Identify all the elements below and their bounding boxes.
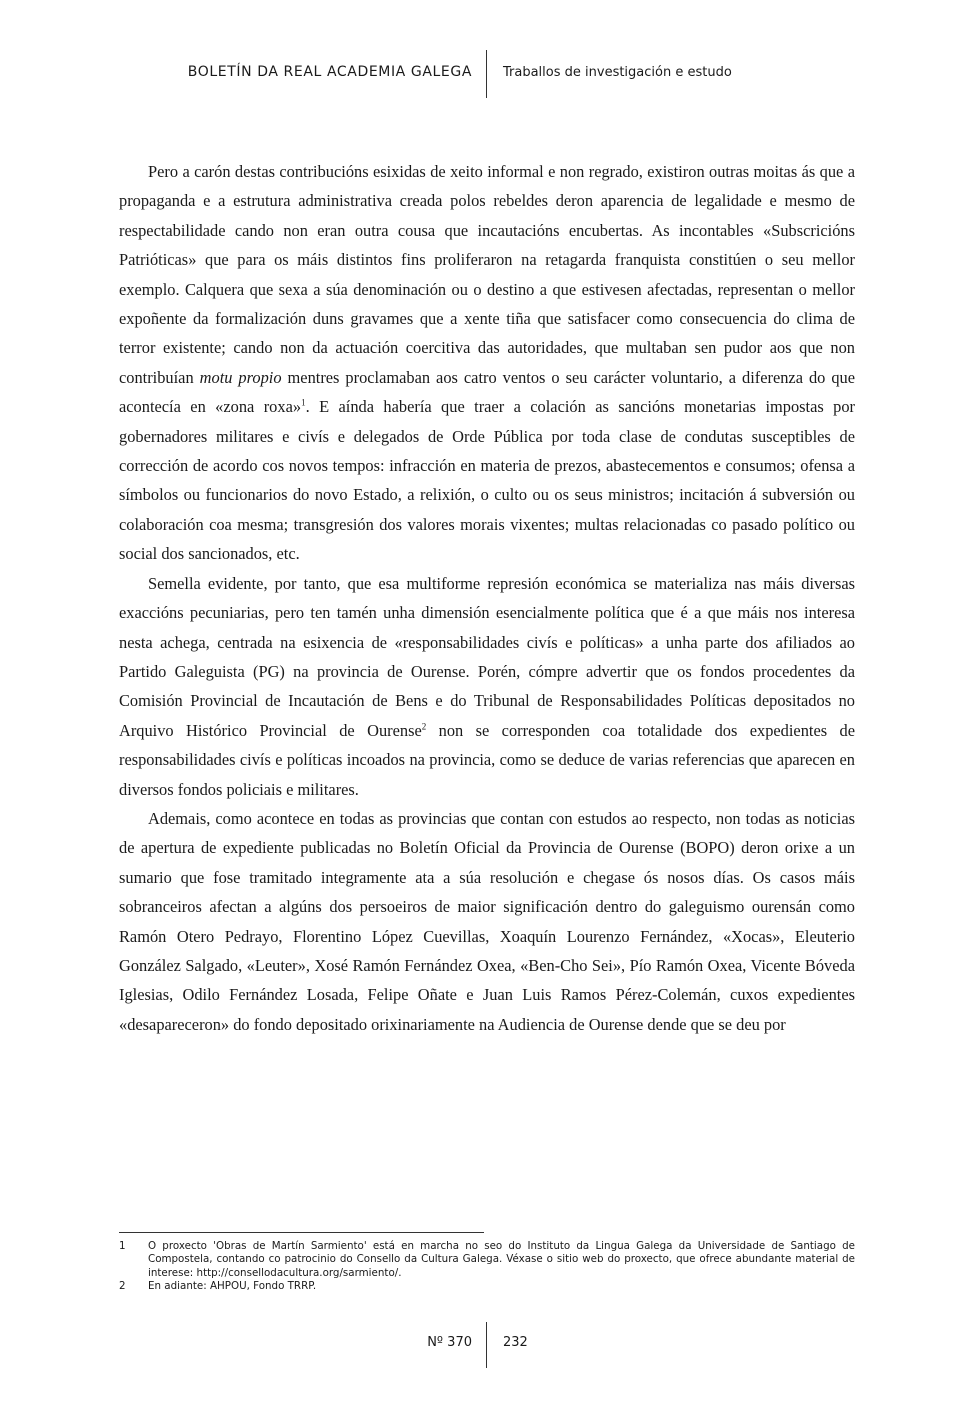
header-divider <box>486 50 487 98</box>
footnote <box>119 1240 855 1280</box>
footnote-ref-1: 1 <box>301 397 306 408</box>
footnote-text: En adiante: AHPOU, Fondo TRRP. <box>148 1280 317 1293</box>
footnote-text: O proxecto 'Obras de Martín Sarmiento' está en marcha no seo do Instituto da Lingua Galega da Universidade de Santiago de Compostela, contando co patrocinio do Consello da Cultura Galega. Véxase o sitio web do proxecto, que ofrece abundante material de interese: http://consellodacultura.org/sarmiento/. <box>148 1240 855 1279</box>
journal-title: BOLETÍN DA REAL ACADEMIA GALEGA <box>187 64 472 80</box>
paragraph-1-text-a: Pero a carón destas contribucións esixidas de xeito informal e non regrado, existiron outras moitas ás que a propaganda e a estrutura administrativa creada polos rebeldes deron aparencia de legalidade e mesmo de respectabilidade cando non eran outra cousa que incautacións encubertas. As incontables «Subscricións Patrióticas» que para os máis distintos fins proliferaron na retagarda franquista constitúen o seu mellor exemplo. Calquera que sexa a súa denominación ou o destino a que estivesen afectadas, representan o mellor expoñente da formalización duns gravames que a xente tiña que satisfacer como consecuencia do clima de terror existente; cando non da actuación coercitiva das autoridades, que multaban sen pudor aos que non contribuían <box>119 162 855 387</box>
paragraph-1-text-c: . E aínda habería que traer a colación as sancións monetarias impostas por gobernadores militares e civís e delegados de Orde Pública por toda clase de condutas susceptibles de corrección de acordo cos novos tempos: infracción en materia de prezos, abastecementos e consumos; ofensa a símbolos ou funcionarios do novo Estado, a relixión, o culto ou os seus ministros; incitación á subversión ou colaboración coa mesma; transgresión dos valores morais vixentes; multas relacionadas co pasado político ou social dos sancionados, etc. <box>119 397 856 564</box>
section-title: Traballos de investigación e estudo <box>503 65 732 80</box>
paragraph-1 <box>119 157 855 569</box>
paragraph-2-text-a: Semella evidente, por tanto, que esa multiforme represión económica se materializa nas máis diversas exaccións pecuniarias, pero ten tamén unha dimensión esencialmente política que é a que máis nos interesa nesta achega, centrada na esixencia de «responsabilidades civís e políticas» a unha parte dos afiliados ao Partido Galeguista (PG) na provincia de Ourense. Porén, cómpre advertir que os fondos procedentes da Comisión Provincial de Incautación de Bens e do Tribunal de Responsabilidades Políticas depositados no Arquivo Histórico Provincial de Ourense <box>119 573 855 740</box>
footnote <box>119 1280 855 1293</box>
paragraph-3: Ademais, como acontece en todas as provincias que contan con estudos ao respecto, non todas as noticias de apertura de expediente publicadas no Boletín Oficial da Provincia de Ourense (BOPO) deron orixe a un sumario que fose tramitado integramente ata a súa resolución e chegase ós nosos días. Os casos máis sobranceiros afectan a algúns dos persoeiros de maior significación dentro do galeguismo ourensán como Ramón Otero Pedrayo, Florentino López Cuevillas, Xoaquín Lourenzo Fernández, «Xocas», Eleuterio González Salgado, «Leuter», Xosé Ramón Fernández Oxea, «Ben-Cho Sei», Pío Ramón Oxea, Vicente Bóveda Iglesias, Odilo Fernández Losada, Felipe Oñate e Juan Luis Ramos Pérez-Colemán, cuxos expedientes «desapareceron» do fondo depositado orixinariamente na Audiencia de Ourense dende que se deu por <box>119 808 855 1034</box>
footnote-divider <box>119 1232 484 1233</box>
main-text <box>119 157 855 1039</box>
paragraph-2 <box>119 569 855 804</box>
footnote-number: 2 <box>119 1280 126 1293</box>
footnote-number: 1 <box>119 1240 126 1252</box>
footnotes <box>119 1240 855 1294</box>
italic-term: motu propio <box>199 367 282 387</box>
footer-divider <box>486 1322 487 1368</box>
issue-number: Nº 370 <box>427 1335 472 1350</box>
paragraph-1-text-b: mentres proclamaban aos catro ventos o seu carácter voluntario, a diferenza do que acontecía en «zona roxa» <box>119 367 856 417</box>
paragraph-2-text-b: non se corresponden coa totalidade dos expedientes de responsabilidades civís e políticas incoados na provincia, como se deduce de varias referencias que aparecen en diversos fondos policiais e militares. <box>119 720 855 799</box>
footnote-ref-2: 2 <box>421 721 427 732</box>
page-number: 232 <box>503 1335 528 1350</box>
